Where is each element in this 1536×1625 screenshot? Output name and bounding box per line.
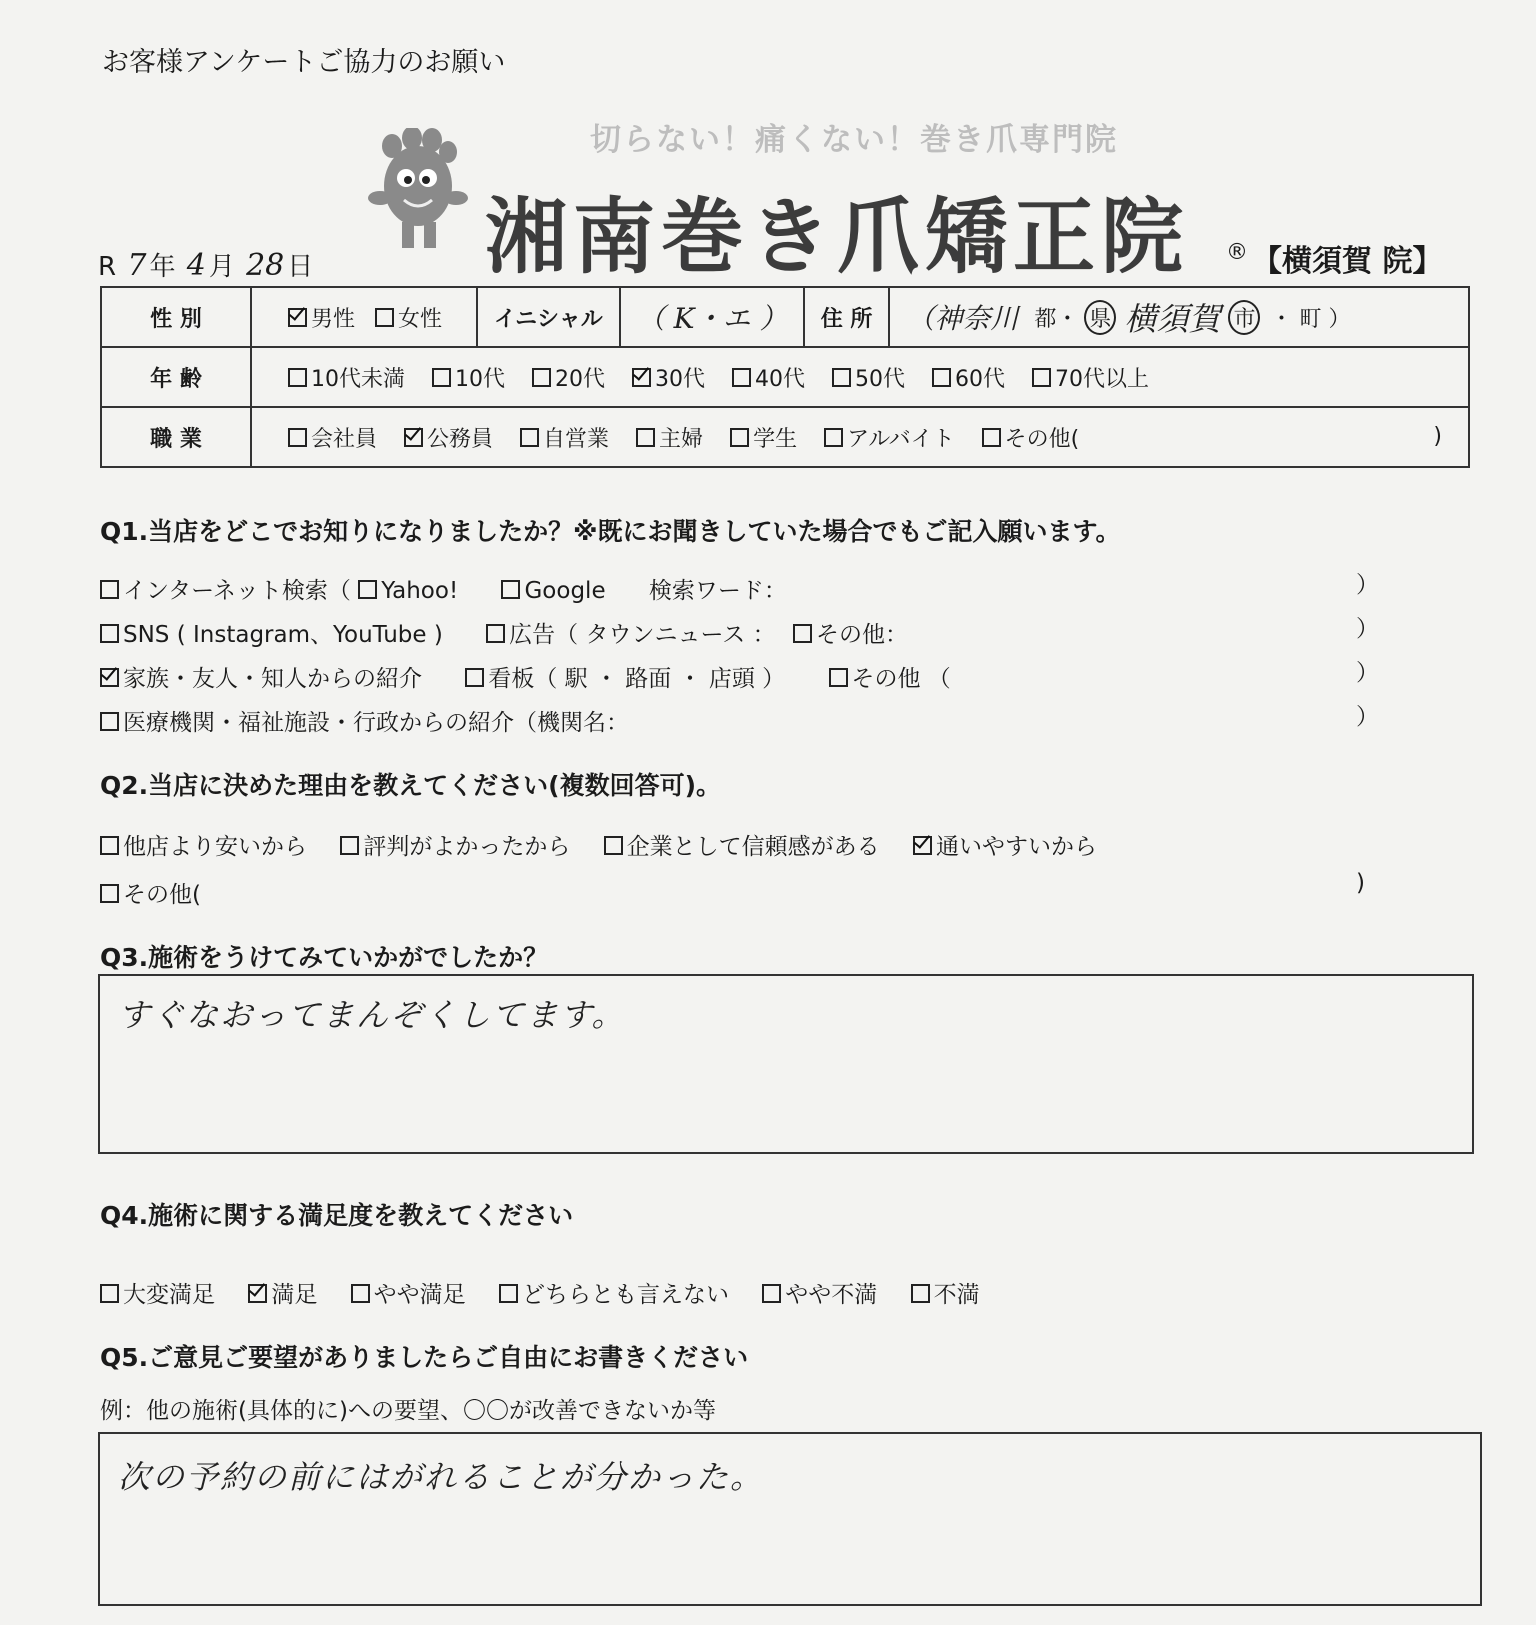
address-shi-label: 市 bbox=[1228, 300, 1260, 335]
q2-other-close: ) bbox=[1356, 870, 1365, 896]
q1-row-medical: 医療機関・福祉施設・行政からの紹介（機関名： bbox=[100, 704, 629, 737]
age-option[interactable]: 30代 bbox=[632, 362, 705, 393]
survey-date bbox=[98, 246, 313, 283]
q4-option[interactable]: 大変満足 bbox=[100, 1276, 215, 1309]
address-to-label: 都・ bbox=[1034, 306, 1079, 332]
checkbox-icon[interactable] bbox=[730, 428, 749, 447]
address-cho-label: ・ 町 ） bbox=[1270, 306, 1351, 332]
q5-question: Q5.ご意見ご要望がありましたらご自由にお書きください bbox=[100, 1343, 749, 1372]
date-month-label: 月 bbox=[208, 252, 235, 282]
q4-option[interactable]: 不満 bbox=[911, 1276, 980, 1309]
q1-row-referral: 家族・友人・知人からの紹介 看板（ 駅 ・ 路面 ・ 店頭 ） その他 （ bbox=[100, 660, 951, 693]
q1-row-sns: SNS ( Instagram、YouTube ) 広告（ タウンニュース ： その他： bbox=[100, 616, 908, 649]
occupation-option[interactable]: 自営業 bbox=[520, 422, 609, 453]
q4-option[interactable]: やや満足 bbox=[351, 1276, 466, 1309]
checkbox-checked-icon[interactable] bbox=[632, 368, 651, 387]
q3-question: Q3.施術をうけてみていかがでしたか？ bbox=[100, 943, 549, 972]
checkbox-icon[interactable] bbox=[375, 308, 394, 327]
q4-options bbox=[100, 1276, 1006, 1309]
checkbox-icon[interactable] bbox=[982, 428, 1001, 447]
date-month[interactable]: 4 bbox=[186, 248, 206, 283]
q4-option[interactable]: やや不満 bbox=[762, 1276, 877, 1309]
q1-row-referral-close: ） bbox=[1356, 660, 1379, 686]
age-header: 年 齢 bbox=[101, 347, 251, 407]
q2-options bbox=[100, 828, 1123, 861]
date-year[interactable]: 7 bbox=[127, 248, 147, 283]
clinic-name: 湘南巻き爪矯正院 bbox=[485, 190, 1190, 285]
checkbox-icon[interactable] bbox=[829, 668, 848, 687]
checkbox-icon[interactable] bbox=[486, 624, 505, 643]
age-option[interactable]: 70代以上 bbox=[1032, 362, 1149, 393]
q1-row-sns-close: ） bbox=[1356, 616, 1379, 642]
address-prefecture[interactable]: （神奈川 bbox=[906, 302, 1019, 335]
checkbox-icon[interactable] bbox=[1032, 368, 1051, 387]
q2-option[interactable]: 他店より安いから bbox=[100, 828, 307, 861]
occupation-option[interactable]: 公務員 bbox=[404, 422, 493, 453]
checkbox-icon[interactable] bbox=[100, 884, 119, 903]
age-option[interactable]: 60代 bbox=[932, 362, 1005, 393]
q4-option[interactable]: 満足 bbox=[248, 1276, 317, 1309]
occupation-option[interactable]: アルバイト bbox=[824, 422, 955, 453]
q2-question: Q2.当店に決めた理由を教えてください(複数回答可)。 bbox=[100, 771, 721, 800]
checkbox-icon[interactable] bbox=[340, 836, 359, 855]
checkbox-icon[interactable] bbox=[100, 712, 119, 731]
age-option[interactable]: 20代 bbox=[532, 362, 605, 393]
checkbox-checked-icon[interactable] bbox=[288, 308, 307, 327]
address-city[interactable]: 横須賀 bbox=[1124, 300, 1221, 338]
checkbox-icon[interactable] bbox=[793, 624, 812, 643]
checkbox-checked-icon[interactable] bbox=[100, 668, 119, 687]
checkbox-icon[interactable] bbox=[520, 428, 539, 447]
checkbox-icon[interactable] bbox=[100, 624, 119, 643]
age-option[interactable]: 10代未満 bbox=[288, 362, 405, 393]
clinic-tagline: 切らない！痛くない！巻き爪専門院 bbox=[590, 122, 1118, 158]
q2-option-other[interactable]: その他( bbox=[100, 876, 201, 909]
occupation-option[interactable]: 主婦 bbox=[636, 422, 703, 453]
age-option[interactable]: 10代 bbox=[432, 362, 505, 393]
checkbox-icon[interactable] bbox=[288, 368, 307, 387]
checkbox-icon[interactable] bbox=[432, 368, 451, 387]
occupation-other-close: ) bbox=[1433, 424, 1442, 449]
checkbox-icon[interactable] bbox=[100, 1284, 119, 1303]
checkbox-icon[interactable] bbox=[732, 368, 751, 387]
checkbox-icon[interactable] bbox=[532, 368, 551, 387]
gender-option-male[interactable]: 男性 bbox=[288, 302, 355, 333]
mascot-illustration bbox=[368, 128, 468, 262]
occupation-option[interactable]: 学生 bbox=[730, 422, 797, 453]
date-day[interactable]: 28 bbox=[246, 248, 285, 283]
q4-option[interactable]: どちらとも言えない bbox=[499, 1276, 729, 1309]
initial-label: イニシャル bbox=[494, 306, 603, 332]
q5-answer-text: 次の予約の前にはがれることが分かった。 bbox=[118, 1458, 765, 1496]
checkbox-icon[interactable] bbox=[100, 580, 119, 599]
gender-option-female[interactable]: 女性 bbox=[375, 302, 442, 333]
address-ken-label: 県 bbox=[1084, 300, 1116, 335]
q5-answer-box[interactable] bbox=[98, 1432, 1482, 1606]
q2-option[interactable]: 企業として信頼感がある bbox=[604, 828, 880, 861]
checkbox-icon[interactable] bbox=[499, 1284, 518, 1303]
checkbox-icon[interactable] bbox=[100, 836, 119, 855]
address-label: 住 所 bbox=[820, 306, 873, 332]
checkbox-icon[interactable] bbox=[351, 1284, 370, 1303]
checkbox-checked-icon[interactable] bbox=[404, 428, 423, 447]
initial-value[interactable]: （ K・エ ） bbox=[636, 302, 788, 335]
q2-option[interactable]: 通いやすいから bbox=[913, 828, 1097, 861]
checkbox-icon[interactable] bbox=[832, 368, 851, 387]
checkbox-checked-icon[interactable] bbox=[248, 1284, 267, 1303]
checkbox-icon[interactable] bbox=[636, 428, 655, 447]
checkbox-checked-icon[interactable] bbox=[913, 836, 932, 855]
date-year-label: 年 bbox=[149, 252, 176, 282]
age-option[interactable]: 50代 bbox=[832, 362, 905, 393]
survey-title: お客様アンケートご協力のお願い bbox=[102, 47, 506, 78]
occupation-option-other[interactable]: その他( bbox=[982, 422, 1080, 453]
checkbox-icon[interactable] bbox=[932, 368, 951, 387]
q4-question: Q4.施術に関する満足度を教えてください bbox=[100, 1201, 574, 1230]
checkbox-icon[interactable] bbox=[762, 1284, 781, 1303]
q1-row-internet-close: ） bbox=[1356, 572, 1379, 598]
checkbox-icon[interactable] bbox=[465, 668, 484, 687]
checkbox-icon[interactable] bbox=[824, 428, 843, 447]
date-era: R bbox=[98, 252, 117, 282]
q1-row-internet: インターネット検索（ Yahoo! Google 検索ワード： bbox=[100, 572, 787, 605]
age-option[interactable]: 40代 bbox=[732, 362, 805, 393]
q3-answer-box[interactable] bbox=[98, 974, 1474, 1154]
date-day-label: 日 bbox=[287, 252, 314, 282]
checkbox-icon[interactable] bbox=[604, 836, 623, 855]
checkbox-icon[interactable] bbox=[288, 428, 307, 447]
respondent-info-table bbox=[100, 286, 1470, 468]
checkbox-icon[interactable] bbox=[501, 580, 520, 599]
occupation-option[interactable]: 会社員 bbox=[288, 422, 377, 453]
checkbox-icon[interactable] bbox=[911, 1284, 930, 1303]
gender-header: 性 別 bbox=[101, 287, 251, 347]
checkbox-icon[interactable] bbox=[358, 580, 377, 599]
q5-example: 例：他の施術(具体的に)への要望、〇〇が改善できないか等 bbox=[100, 1398, 716, 1424]
q3-answer-text: すぐなおってまんぞくしてます。 bbox=[118, 996, 626, 1034]
occupation-header: 職 業 bbox=[101, 407, 251, 467]
q2-option[interactable]: 評判がよかったから bbox=[340, 828, 570, 861]
branch-name: 【横須賀 院】 bbox=[1252, 244, 1443, 279]
registered-mark: ® bbox=[1226, 240, 1248, 265]
q1-row-medical-close: ） bbox=[1356, 704, 1379, 730]
q1-question: Q1.当店をどこでお知りになりましたか？※既にお聞きしていた場合でもご記入願います。 bbox=[100, 517, 1121, 546]
